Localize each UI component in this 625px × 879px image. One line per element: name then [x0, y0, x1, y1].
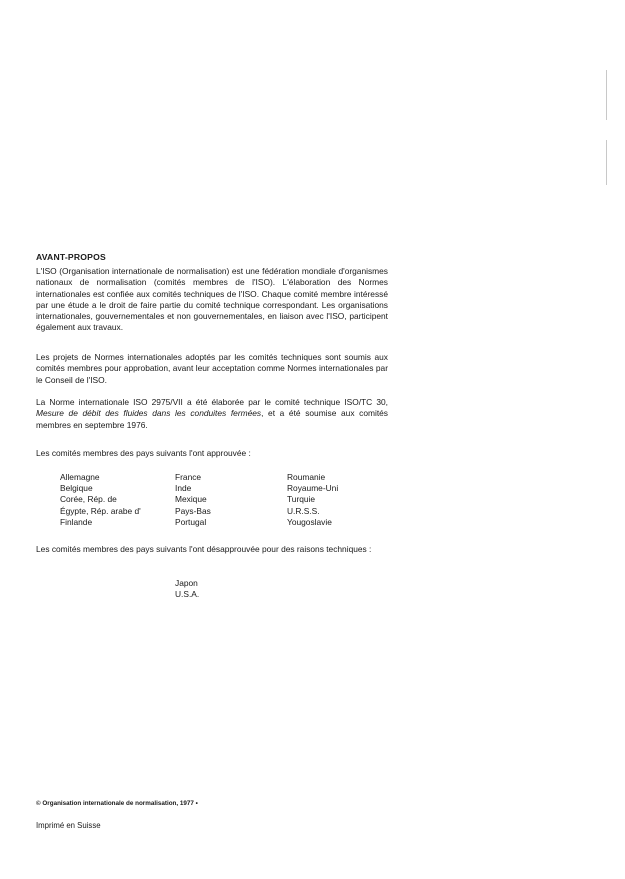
country-item: Royaume-Uni [287, 483, 339, 494]
country-item: Japon [175, 578, 198, 588]
scan-edge-mark [606, 70, 607, 120]
country-column-2 [175, 472, 211, 528]
country-column-3 [287, 472, 338, 528]
country-item: Allemagne [60, 472, 100, 482]
country-item: U.R.S.S. [287, 505, 320, 516]
country-item: Pays-Bas [175, 505, 211, 516]
country-item: Corée, Rép. de [60, 494, 117, 505]
country-item: Égypte, Rép. arabe d' [60, 505, 141, 516]
printed-in-note: Imprimé en Suisse [36, 821, 101, 830]
country-item: U.S.A. [175, 589, 200, 600]
paragraph-disapproved-intro: Les comités membres des pays suivants l'ont désapprouvée pour des raisons techniques : [36, 544, 372, 554]
committee-title: Mesure de débit des fluides dans les conduites fermées [36, 408, 262, 419]
paragraph-approved-intro: Les comités membres des pays suivants l'ont approuvée : [36, 448, 251, 458]
paragraph-standard-origin [36, 397, 388, 431]
country-column-1 [60, 472, 141, 528]
country-item: Yougoslavie [287, 516, 332, 527]
country-item: Turquie [287, 494, 316, 505]
country-item: Inde [175, 483, 192, 494]
disapproved-countries-list [175, 578, 199, 600]
standard-origin-text-end: , et a été soumise aux comités membres en septembre 1976. [36, 408, 388, 430]
country-item: Portugal [175, 516, 207, 527]
paragraph-approval-process: Les projets de Normes internationales adoptés par les comités techniques sont soumis aux comités membres pour approbation, avant leur acceptation comme Normes internationales par le Conseil de l'ISO. [36, 352, 388, 385]
country-item: France [175, 472, 202, 482]
section-heading: AVANT-PROPOS [36, 252, 106, 262]
standard-origin-text: La Norme internationale ISO 2975/VII a été élaborée par le comité technique ISO/TC 30, [36, 397, 388, 407]
approved-countries-list [60, 472, 390, 532]
country-item: Roumanie [287, 472, 326, 482]
scan-edge-mark [606, 140, 607, 185]
country-item: Belgique [60, 483, 93, 494]
country-item: Mexique [175, 494, 207, 505]
paragraph-iso-intro: L'ISO (Organisation internationale de normalisation) est une fédération mondiale d'organismes nationaux de normalisation (comités membres de l'ISO). L'élaboration des Normes internationales est confiée aux comités techniques de l'ISO. Chaque comité membre intéressé par une étude a le droit de faire partie du comité technique correspondant. Les organisations internationales, gouvernementales et non gouvernementales, en liaison avec l'ISO, participent également aux travaux. [36, 266, 388, 333]
country-item: Finlande [60, 516, 93, 527]
copyright-notice: © Organisation internationale de normalisation, 1977 • [36, 800, 198, 807]
